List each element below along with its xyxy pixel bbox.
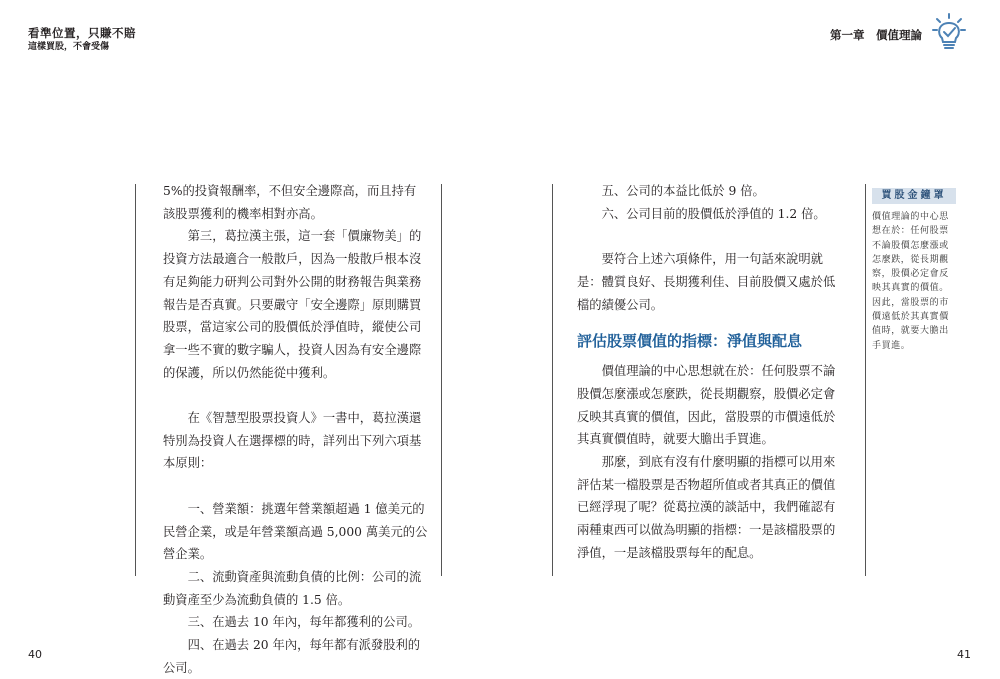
list-item: 四、在過去 20 年內，每年都有派發股利的公司。 xyxy=(163,638,421,675)
list-item: 三、在過去 10 年內，每年都獲利的公司。 xyxy=(187,615,421,630)
right-gutter-rule xyxy=(552,184,553,576)
sidebar-body: 價值理論的中心思想在於：任何股票不論股價怎麼漲或怎麼跌，從長期觀察，股價必定會反映其真實的價值。因此，當股票的市價遠低於其真實價值時，就要大膽出手買進。 xyxy=(872,212,949,351)
right-page-text xyxy=(577,180,842,565)
running-header-left xyxy=(28,26,136,54)
book-subtitle: 這樣買股，不會受傷 xyxy=(28,42,110,52)
section-heading: 評估股票價值的指標：淨值與配息 xyxy=(577,332,803,351)
book-title: 看準位置，只賺不賠 xyxy=(28,26,136,40)
paragraph: 那麼，到底有沒有什麼明顯的指標可以用來評估某一檔股票是否物超所值或者其真正的價值已經浮現了呢？從葛拉漢的談話中，我們確認有兩種東西可以做為明顯的指標：一是該檔股票的淨值，一是該檔股票每年的配息。 xyxy=(577,455,836,560)
paragraph: 5%的投資報酬率，不但安全邊際高，而且持有該股票獲利的機率相對亦高。 xyxy=(163,184,417,221)
right-margin-rule xyxy=(865,184,866,576)
lightbulb-check-icon xyxy=(932,12,966,52)
list-item: 五、公司的本益比低於 9 倍。 xyxy=(601,184,765,198)
sidebar-title: 買股金鐘罩 xyxy=(872,188,956,204)
page-number-right: 41 xyxy=(957,648,971,661)
left-page-text xyxy=(163,180,428,679)
page-number-left: 40 xyxy=(28,648,42,661)
list-item: 一、營業額：挑選年營業額超過 1 億美元的民營企業，或是年營業額高過 5,000 萬美元的公營企業。 xyxy=(163,501,428,562)
sidebar-tip xyxy=(872,188,956,353)
left-margin-rule xyxy=(135,184,136,576)
list-item: 六、公司目前的股價低於淨值的 1.2 倍。 xyxy=(601,206,826,221)
paragraph: 價值理論的中心思想就在於：任何股票不論股價怎麼漲或怎麼跌，從長期觀察，股價必定會反映其真實的價值，因此，當股票的市價遠低於其真實價值時，就要大膽出手買進。 xyxy=(577,364,836,447)
left-gutter-rule xyxy=(441,184,442,576)
chapter-title: 第一章 價值理論 xyxy=(830,28,922,42)
list-item: 二、流動資產與流動負債的比例：公司的流動資產至少為流動負債的 1.5 倍。 xyxy=(163,569,422,607)
paragraph: 第三，葛拉漢主張，這一套「價廉物美」的投資方法最適合一般散戶，因為一般散戶根本沒有足夠能力研判公司對外公開的財務報告與業務報告是否真實。只要嚴守「安全邊際」原則購買股票，當這家公司的股價低於淨值時，縱使公司拿一些不實的數字騙人，投資人因為有安全邊際的保護，所以仍然能從中獲利。 xyxy=(163,229,422,380)
paragraph: 要符合上述六項條件，用一句話來說明就是：體質良好、長期獲利佳、目前股價又處於低檔的績優公司。 xyxy=(577,252,836,312)
paragraph: 在《智慧型股票投資人》一書中，葛拉漢還特別為投資人在選擇標的時，詳列出下列六項基本原則： xyxy=(163,411,422,471)
